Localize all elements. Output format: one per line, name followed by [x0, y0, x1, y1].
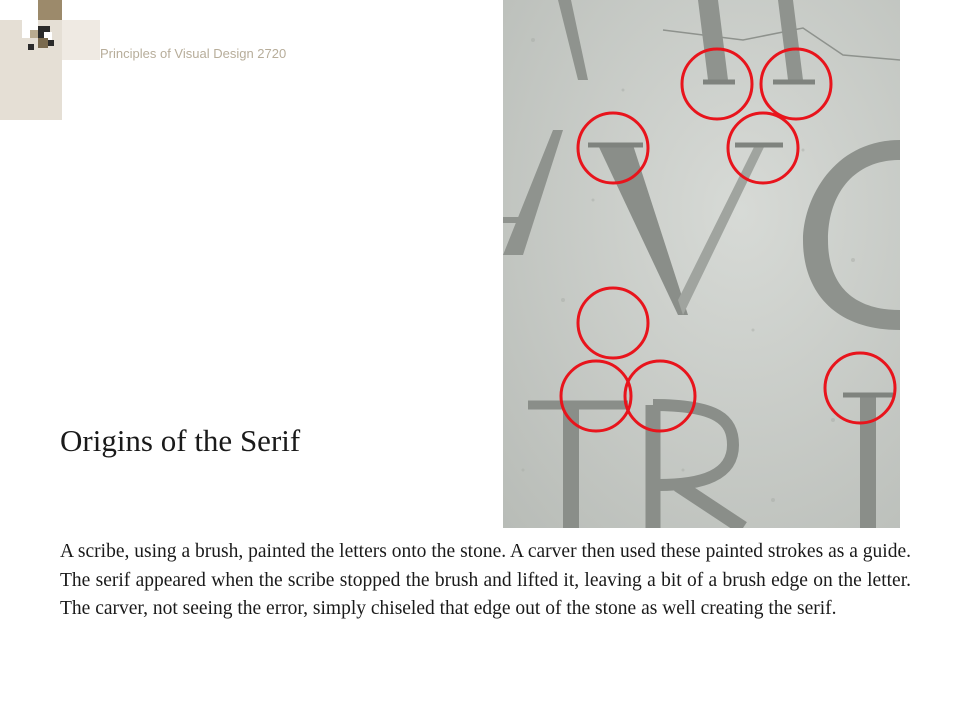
logo-squares-icon [0, 0, 100, 120]
slide-body-text: A scribe, using a brush, painted the letters onto the stone. A carver then used these painted strokes as a guide. The serif appeared when the scribe stopped the brush and lifted it, leaving a bit of a brush edge on the letter. The carver, not seeing the error, simply chiseled that edge out of the stone as well creating the serif. [60, 541, 911, 620]
slide-title: Origins of the Serif [60, 423, 301, 458]
logo [0, 0, 100, 120]
course-title: Principles of Visual Design 2720 [100, 46, 287, 61]
stone-inscription-photo [503, 0, 900, 528]
